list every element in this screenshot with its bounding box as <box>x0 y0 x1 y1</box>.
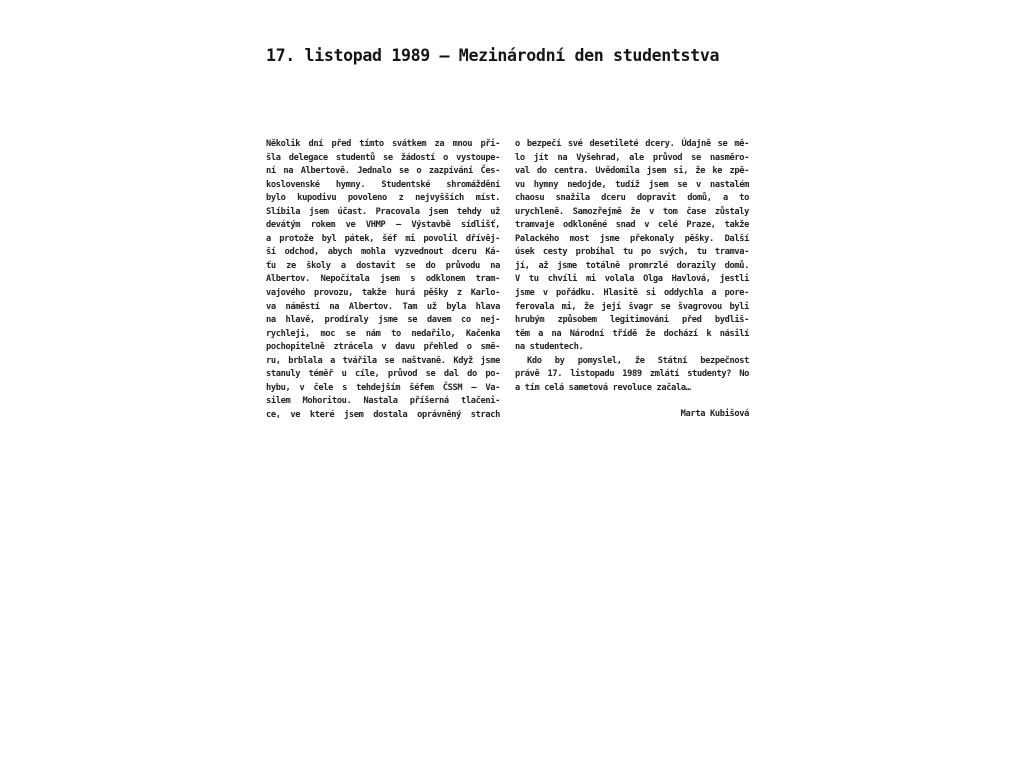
text-line: stanuly téměř u cíle, průvod se dal do po- <box>266 369 500 380</box>
author-signature: Marta Kubišová <box>680 409 749 420</box>
text-line: ťu ze školy a dostavit se do průvodu na <box>266 260 500 271</box>
text-line: ší odchod, abych mohla vyzvednout dceru Ká- <box>266 247 500 258</box>
right-column-text <box>515 138 749 395</box>
text-line: Kdo by pomyslel, že Státní bezpečnost <box>527 355 749 366</box>
text-line: va náměstí na Albertov. Tam už byla hlava <box>266 301 500 312</box>
text-line: pochopitelně ztrácela v davu přehled o smě- <box>266 342 500 353</box>
text-line: chaosu snažila dceru dopravit domů, a to <box>515 193 749 204</box>
left-column <box>266 138 500 422</box>
text-line: na studentech. <box>515 342 584 353</box>
text-line: hrubým způsobem legitimováni před bydliš- <box>515 315 749 326</box>
text-line: V tu chvíli mi volala Olga Havlová, jestli <box>515 274 749 285</box>
text-line: koslovenské hymny. Studentské shromáždění <box>266 179 500 190</box>
text-line: vajového provozu, takže hurá pěšky z Karlo- <box>266 288 500 299</box>
text-line: devátým rokem ve VHMP – Výstavbě sídlišť, <box>266 220 500 231</box>
text-line: na hlavě, prodíraly jsme se davem co nej- <box>266 315 500 326</box>
page-title: 17. listopad 1989 – Mezinárodní den studentstva <box>266 46 720 65</box>
text-line: ru, brblala a tvářila se naštvaně. Když jsme <box>266 355 500 366</box>
text-line: Albertov. Nepočítala jsem s odklonem tram- <box>266 274 500 285</box>
text-line: silem Mohoritou. Nastala příšerná tlačeni- <box>266 396 500 407</box>
text-line: Palackého most jsme překonaly pěšky. Další <box>515 233 749 244</box>
text-line: jí, až jsme totálně promrzlé dorazily domů. <box>515 260 749 271</box>
text-line: ní na Albertově. Jednalo se o zazpívání Čes- <box>266 166 500 177</box>
text-line: ce, ve které jsem dostala oprávněný strach <box>266 409 500 420</box>
text-line: těm a na Národní třídě že dochází k násilí <box>515 328 749 339</box>
text-line: vu hymny nedojde, tudíž jsem se v nastalém <box>515 179 749 190</box>
text-line: rychleji, moc se nám to nedařilo, Kačenka <box>266 328 500 339</box>
text-line: a tím celá sametová revoluce začala… <box>515 382 691 393</box>
right-column <box>515 138 749 422</box>
text-line: lo jít na Vyšehrad, ale průvod se nasměro- <box>515 152 749 163</box>
text-line: jsme v pořádku. Hlasitě si oddychla a pore- <box>515 288 749 299</box>
text-line: bylo kupodivu povoleno z nejvyšších míst. <box>266 193 500 204</box>
text-line: ferovala mi, že její švagr se švagrovou byli <box>515 301 749 312</box>
text-line: o bezpečí své desetileté dcery. Údajně se mě- <box>515 139 749 149</box>
text-line: urychleně. Samozřejmě že v tom čase zůstaly <box>515 206 749 217</box>
text-line: právě 17. listopadu 1989 zmlátí studenty? No <box>515 369 749 380</box>
text-line: a protože byl pátek, šéf mi povolil dřívěj- <box>266 233 500 244</box>
text-line: hybu, v čele s tehdejším šéfem ČSSM – Va- <box>266 382 500 393</box>
text-line: šla delegace studentů se žádostí o vystoupe- <box>266 152 500 163</box>
text-line: Několik dní před tímto svátkem za mnou při- <box>266 139 500 149</box>
text-line: tramvaje odkloněné snad v celé Praze, takže <box>515 220 749 231</box>
text-line: úsek cesty probíhal tu po svých, tu tramva- <box>515 247 749 258</box>
article-body <box>266 138 758 420</box>
text-line: val do centra. Uvědomila jsem si, že ke zpě- <box>515 166 749 177</box>
text-line: Slíbila jsem účast. Pracovala jsem tehdy už <box>266 206 500 217</box>
